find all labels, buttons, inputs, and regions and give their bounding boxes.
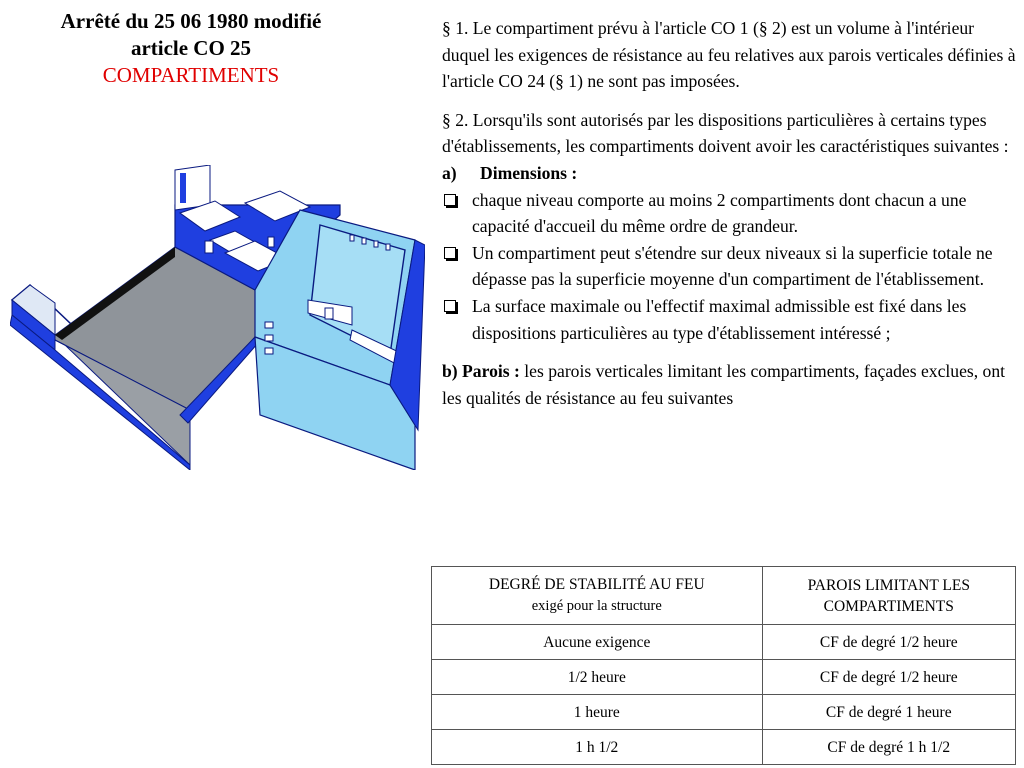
table-cell: CF de degré 1/2 heure [762,660,1015,695]
list-item: La surface maximale ou l'effectif maximal admissible est fixé dans les dispositions particulières au type d'établissement intéressé ; [442,293,1017,346]
checkbox-bullet-icon [444,194,456,206]
table-cell: Aucune exigence [432,625,763,660]
paragraph-1: § 1. Le compartiment prévu à l'article CO 1 (§ 2) est un volume à l'intérieur duquel les exigences de résistance au feu relatives aux parois verticales définies à l'article CO 24 (§ 1) ne sont pas imposées. [442,18,1016,92]
title-line-2: article CO 25 [130,36,252,60]
page-title [0,8,382,89]
section-b-label: b) Parois : [442,361,520,382]
table-row [432,695,1016,730]
table-row [432,730,1016,765]
checkbox-bullet-icon [444,300,456,312]
title-subtitle: COMPARTIMENTS [102,63,280,87]
checkbox-bullet-icon [444,247,456,259]
section-a-title: Dimensions : [480,162,578,183]
list-item: chaque niveau comporte au moins 2 compartiments dont chacun a une capacité d'accueil du même ordre de grandeur. [442,187,1017,240]
section-b [442,358,1017,411]
table-header-cell: PAROIS LIMITANT LES COMPARTIMENTS [762,567,1015,625]
dimensions-list [442,187,1017,347]
compartment-illustration [10,165,425,470]
table-row [432,625,1016,660]
section-a-heading [442,160,1017,187]
table-header-row [432,567,1016,625]
article-text [442,15,1017,423]
fire-resistance-table [431,566,1016,765]
section-b-text: les parois verticales limitant les compartiments, façades exclues, ont les qualités de résistance au feu suivantes [442,361,1006,408]
section-a-label: a) [442,162,457,183]
paragraph-2: § 2. Lorsqu'ils sont autorisés par les dispositions particulières à certains types d'établissements, les compartiments doivent avoir les caractéristiques suivantes : [442,109,1009,157]
title-line-1: Arrêté du 25 06 1980 modifié [60,9,322,33]
table-row [432,660,1016,695]
table-cell: 1 heure [432,695,763,730]
table-cell: 1/2 heure [432,660,763,695]
table-header-cell: DEGRÉ DE STABILITÉ AU FEU exigé pour la structure [432,567,763,625]
list-item: Un compartiment peut s'étendre sur deux niveaux si la superficie totale ne dépasse pas la superficie moyenne d'un compartiment de l'établissement. [442,240,1017,293]
table-cell: CF de degré 1 h 1/2 [762,730,1015,765]
table-cell: CF de degré 1 heure [762,695,1015,730]
table-cell: CF de degré 1/2 heure [762,625,1015,660]
table-cell: 1 h 1/2 [432,730,763,765]
